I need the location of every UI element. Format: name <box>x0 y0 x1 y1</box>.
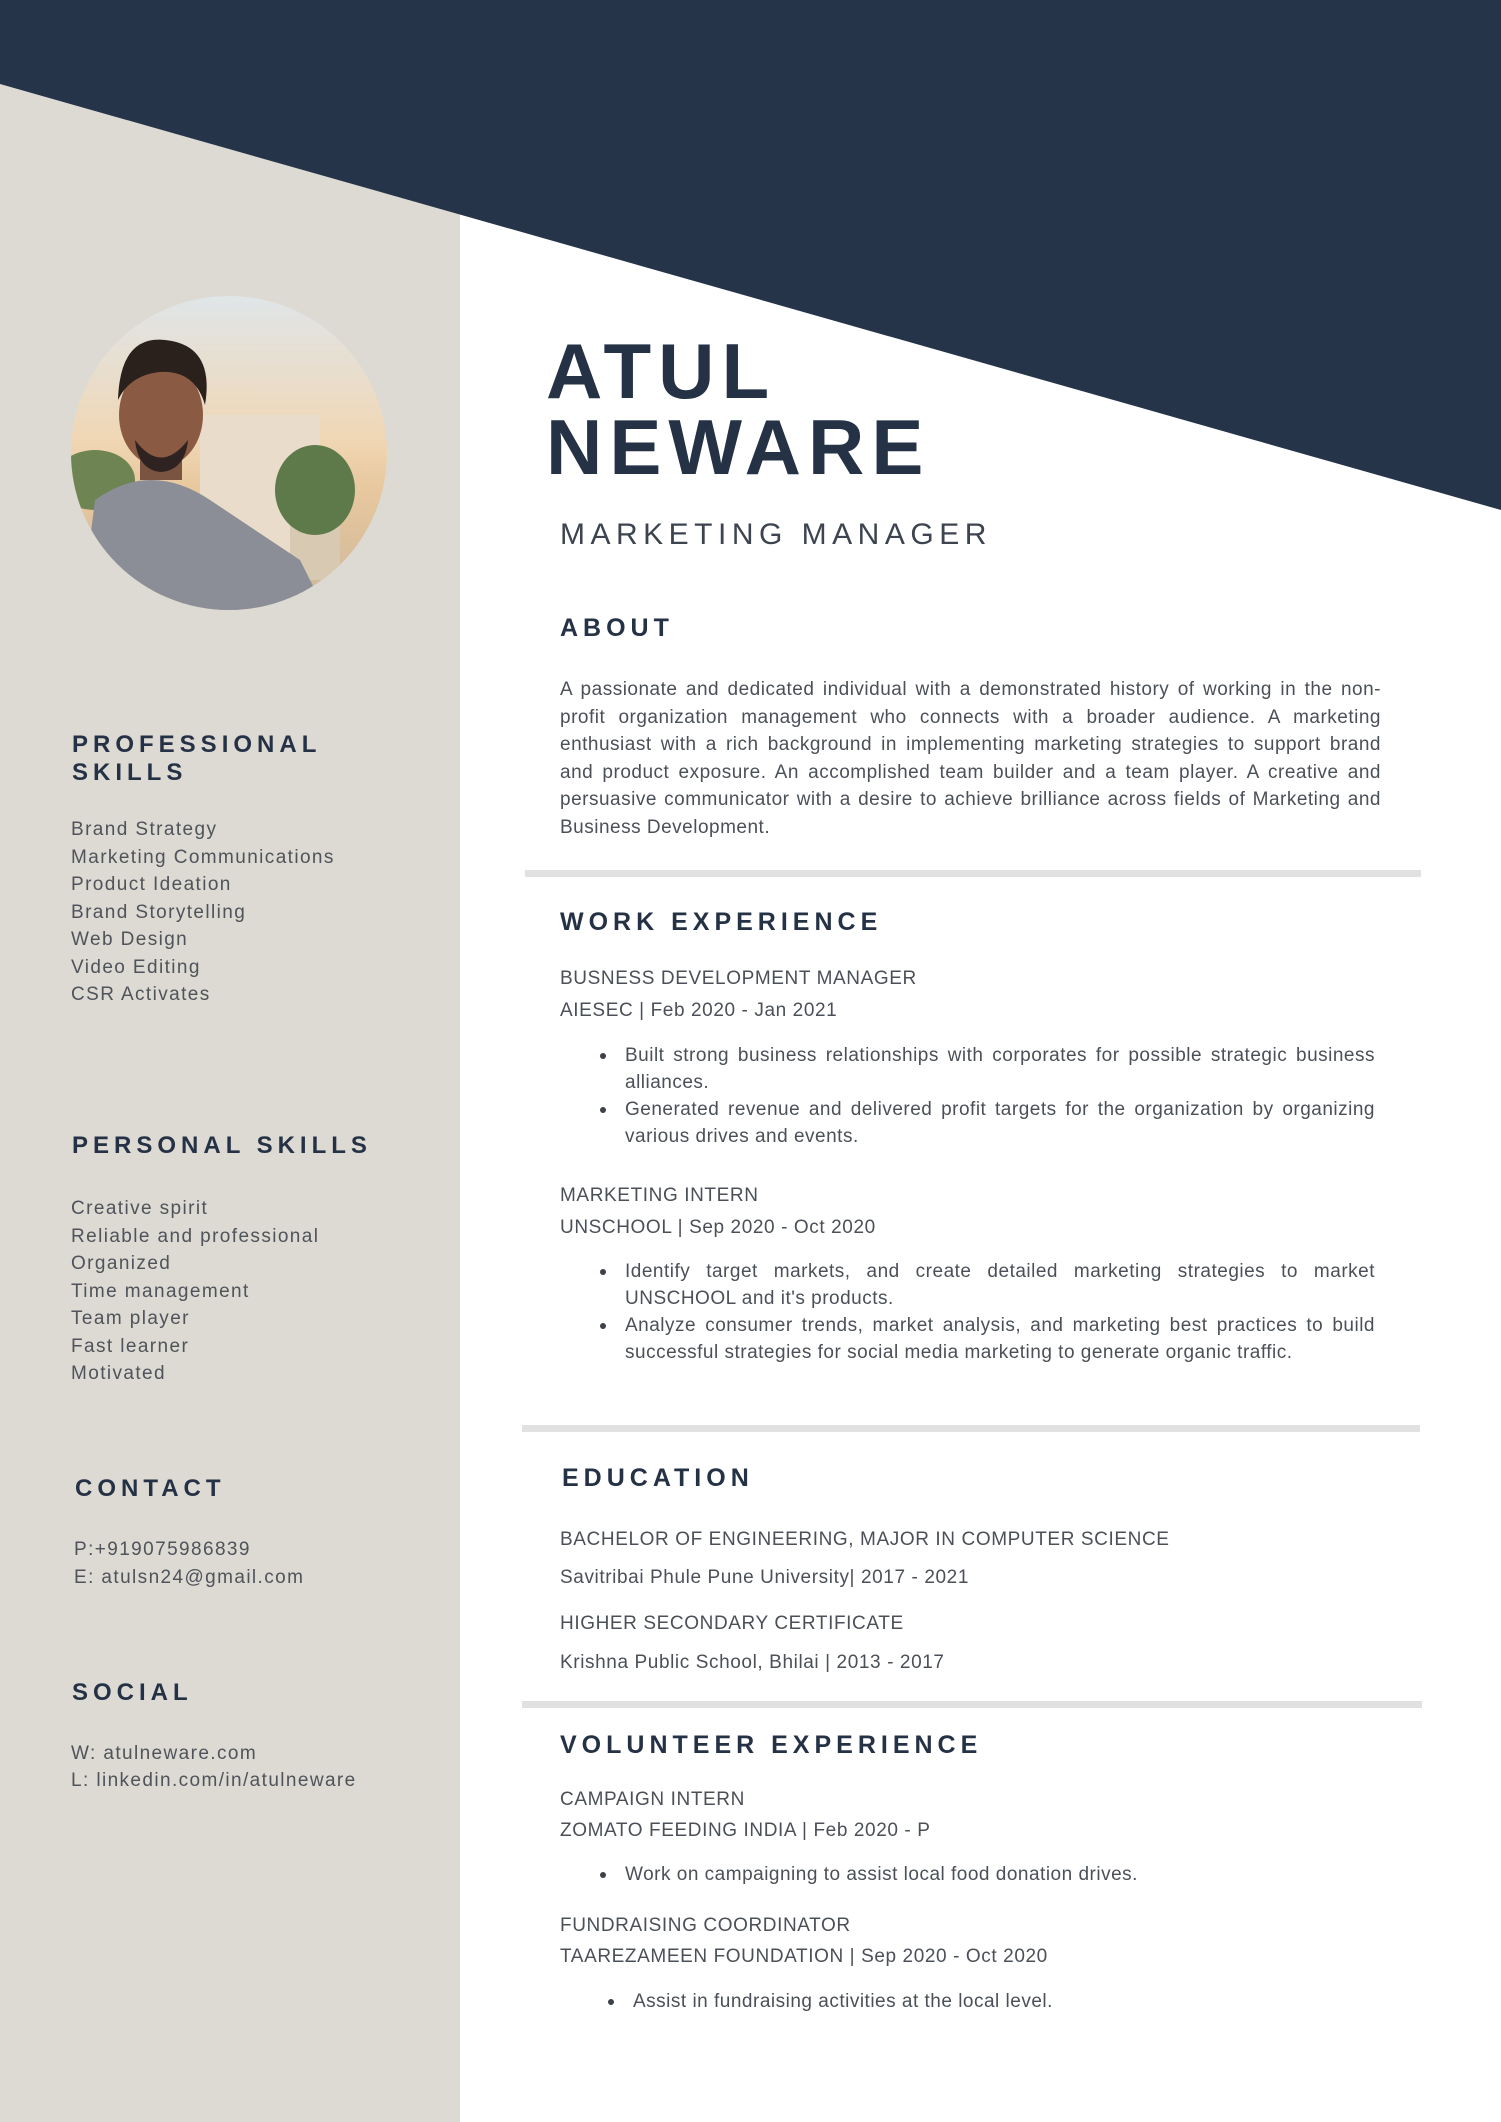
job-title: MARKETING MANAGER <box>560 518 992 551</box>
about-text: A passionate and dedicated individual with a demonstrated history of working in the non-profit organization management who connects with a broader audience. A marketing enthusiast with a rich background in implementing marketing strategies to support brand and product exposure. An accomplished team builder and a team player. A creative and persuasive communicator with a desire to achieve brilliance across fields of Marketing and Business Development. <box>560 679 1381 838</box>
contact-heading: CONTACT <box>75 1475 226 1502</box>
skill-item: Web Design <box>71 929 189 950</box>
first-name: ATUL <box>546 327 777 415</box>
personal-skills-list <box>71 1195 319 1388</box>
section-divider <box>522 1425 1420 1432</box>
social-linkedin[interactable]: L: linkedin.com/in/atulneware <box>71 1770 357 1791</box>
social-website[interactable]: W: atulneware.com <box>71 1743 258 1764</box>
education-degree: HIGHER SECONDARY CERTIFICATE <box>560 1613 904 1634</box>
job-org: UNSCHOOL | Sep 2020 - Oct 2020 <box>560 1217 876 1238</box>
volunteer-org: TAAREZAMEEN FOUNDATION | Sep 2020 - Oct 2020 <box>560 1946 1048 1967</box>
bullet-text: Built strong business relationships with corporates for possible strategic business alliances. <box>625 1045 1375 1093</box>
skill-item: Fast learner <box>71 1335 190 1357</box>
volunteer-role: FUNDRAISING COORDINATOR <box>560 1915 851 1936</box>
professional-skills-heading <box>72 731 321 787</box>
bullet-item <box>625 1096 1375 1150</box>
section-divider <box>525 870 1421 877</box>
skill-item: Brand Storytelling <box>71 901 247 923</box>
contact-email[interactable]: E: atulsn24@gmail.com <box>74 1567 305 1588</box>
bullet-icon <box>600 1872 606 1878</box>
last-name: NEWARE <box>546 403 931 491</box>
bullet-item <box>625 1861 1425 1888</box>
education-degree: BACHELOR OF ENGINEERING, MAJOR IN COMPUTER SCIENCE <box>560 1529 1170 1550</box>
bullet-icon <box>600 1269 606 1275</box>
bullet-icon <box>600 1107 606 1113</box>
bullet-icon <box>608 1999 614 2005</box>
social-heading: SOCIAL <box>72 1679 193 1706</box>
bullet-text: Work on campaigning to assist local food donation drives. <box>625 1864 1138 1885</box>
volunteer-heading: VOLUNTEER EXPERIENCE <box>560 1731 983 1759</box>
professional-skills-list <box>71 816 335 1009</box>
bullet-text: Generated revenue and delivered profit targets for the organization by organizing various drives and events. <box>625 1099 1375 1147</box>
volunteer-role: CAMPAIGN INTERN <box>560 1789 745 1810</box>
skill-item: Video Editing <box>71 956 201 978</box>
about-heading: ABOUT <box>560 614 674 642</box>
job-role: MARKETING INTERN <box>560 1185 759 1206</box>
bullet-icon <box>600 1323 606 1329</box>
job-org: AIESEC | Feb 2020 - Jan 2021 <box>560 1000 838 1021</box>
personal-skills-heading: PERSONAL SKILLS <box>72 1132 372 1159</box>
job-bullets <box>560 1042 1375 1150</box>
bullet-icon <box>600 1053 606 1059</box>
volunteer-bullets <box>560 1861 1425 1888</box>
bullet-item <box>625 1042 1375 1096</box>
volunteer-bullets <box>568 1988 1433 2015</box>
volunteer-org: ZOMATO FEEDING INDIA | Feb 2020 - P <box>560 1820 931 1841</box>
skill-item: Product Ideation <box>71 874 232 895</box>
skill-item: Brand Strategy <box>71 819 218 840</box>
job-role: BUSNESS DEVELOPMENT MANAGER <box>560 968 917 989</box>
skill-item: Team player <box>71 1308 190 1329</box>
skill-item: Time management <box>71 1280 250 1302</box>
skill-item: Creative spirit <box>71 1198 209 1219</box>
skill-item: Motivated <box>71 1363 166 1384</box>
bullet-text: Assist in fundraising activities at the local level. <box>633 1991 1053 2012</box>
skill-item: Reliable and professional <box>71 1225 320 1247</box>
heading-line: SKILLS <box>72 759 188 786</box>
bullet-text: Identify target markets, and create detailed marketing strategies to market UNSCHOOL and it's products. <box>625 1261 1375 1309</box>
skill-item: CSR Activates <box>71 984 211 1005</box>
education-heading: EDUCATION <box>562 1464 754 1492</box>
education-school: Krishna Public School, Bhilai | 2013 - 2017 <box>560 1652 945 1673</box>
bullet-item <box>633 1988 1433 2015</box>
contact-phone[interactable]: P:+919075986839 <box>74 1539 251 1560</box>
bullet-text: Analyze consumer trends, market analysis, and marketing best practices to build successful strategies for social media marketing to generate organic traffic. <box>625 1315 1375 1363</box>
heading-line: PROFESSIONAL <box>72 731 322 758</box>
bullet-item <box>625 1312 1375 1366</box>
skill-item: Organized <box>71 1253 172 1274</box>
bullet-item <box>625 1258 1375 1312</box>
education-school: Savitribai Phule Pune University| 2017 - 2021 <box>560 1567 969 1588</box>
section-divider <box>522 1701 1422 1708</box>
skill-item: Marketing Communications <box>71 846 335 868</box>
work-experience-heading: WORK EXPERIENCE <box>560 908 883 936</box>
job-bullets <box>560 1258 1375 1366</box>
